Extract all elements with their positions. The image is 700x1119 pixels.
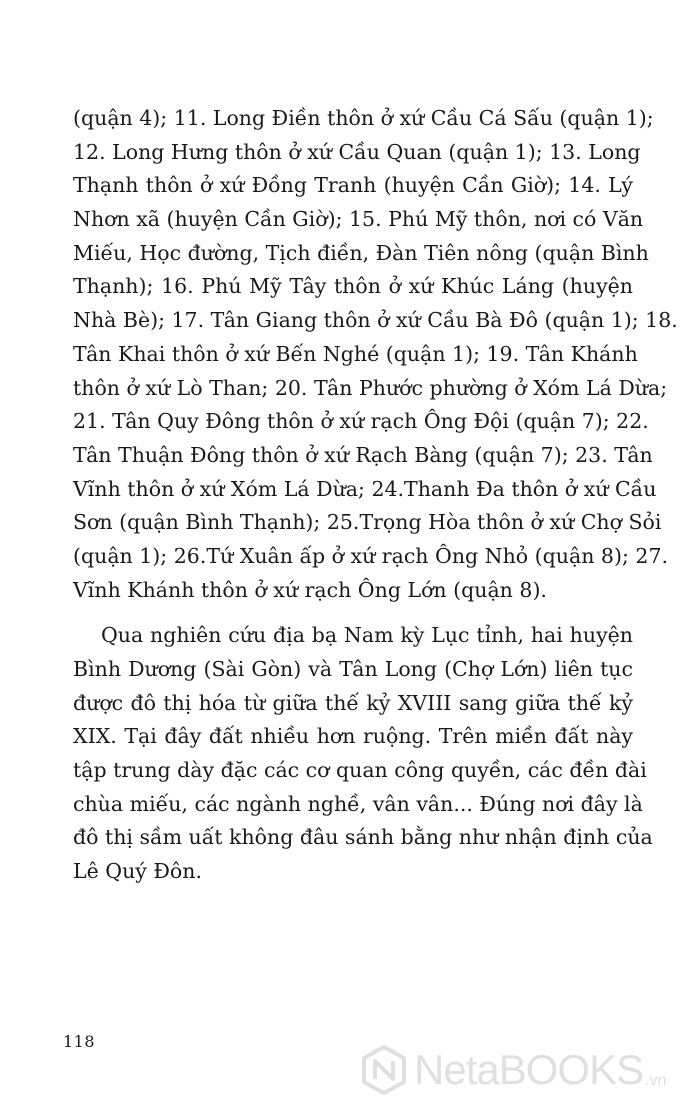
text-line: thôn ở xứ Lò Than; 20. Tân Phước phường ở Xóm Lá Dừa;	[73, 375, 668, 400]
paragraph-1	[73, 102, 678, 607]
watermark-brand: NetaBOOKS	[414, 1046, 644, 1093]
text-line: Nhơn xã (huyện Cần Giờ); 15. Phú Mỹ thôn, nơi có Văn	[73, 207, 644, 232]
text-line: tập trung dày đặc các cơ quan công quyền, các đền đài	[73, 758, 647, 783]
text-line: 21. Tân Quy Đông thôn ở xứ rạch Ông Đội (quận 7); 22.	[73, 409, 649, 434]
paragraph-spacer	[73, 607, 633, 619]
page-number: 118	[63, 1032, 96, 1051]
text-line: (quận 1); 26.Tứ Xuân ấp ở xứ rạch Ông Nhỏ (quận 8); 27.	[73, 543, 669, 568]
text-line: Bình Dương (Sài Gòn) và Tân Long (Chợ Lớn) liên tục	[73, 657, 633, 681]
text-line: đô thị sầm uất không đâu sánh bằng như nhận định của	[73, 825, 653, 850]
paragraph-2	[73, 619, 653, 889]
watermark	[362, 1040, 694, 1100]
watermark-suffix: .vn	[645, 1072, 667, 1089]
text-line: XIX. Tại đây đất nhiều hơn ruộng. Trên miền đất này	[73, 724, 633, 749]
text-line: được đô thị hóa từ giữa thế kỷ XVIII sang giữa thế kỷ	[73, 690, 633, 715]
text-line: Vĩnh thôn ở xứ Xóm Lá Dừa; 24.Thanh Đa thôn ở xứ Cầu	[73, 476, 657, 501]
text-line: (quận 4); 11. Long Điền thôn ở xứ Cầu Cá Sấu (quận 1);	[73, 106, 654, 130]
text-line: Lê Quý Đôn.	[73, 859, 202, 884]
text-line: Nhà Bè); 17. Tân Giang thôn ở xứ Cầu Bà Đô (quận 1); 18.	[73, 308, 678, 333]
text-line: chùa miếu, các ngành nghề, vân vân... Đúng nơi đây là	[73, 791, 643, 816]
text-line: Vĩnh Khánh thôn ở xứ rạch Ông Lớn (quận 8).	[73, 577, 547, 602]
text-line: Miếu, Học đường, Tịch điền, Đàn Tiên nông (quận Bình	[73, 240, 649, 265]
text-line: Tân Khai thôn ở xứ Bến Nghé (quận 1); 19. Tân Khánh	[73, 341, 638, 366]
text-line: Sơn (quận Bình Thạnh); 25.Trọng Hòa thôn ở xứ Chợ Sỏi	[73, 510, 662, 535]
text-line: Tân Thuận Đông thôn ở xứ Rạch Bàng (quận 7); 23. Tân	[73, 442, 653, 467]
text-line: Thạnh thôn ở xứ Đồng Tranh (huyện Cần Giờ); 14. Lý	[73, 173, 633, 198]
text-line: Thạnh); 16. Phú Mỹ Tây thôn ở xứ Khúc Láng (huyện	[73, 274, 633, 299]
page-body	[73, 102, 678, 889]
netabooks-logo-icon	[362, 1045, 406, 1095]
text-line: 12. Long Hưng thôn ở xứ Cầu Quan (quận 1); 13. Long	[73, 139, 641, 164]
text-line: Qua nghiên cứu địa bạ Nam kỳ Lục tỉnh, hai huyện	[101, 623, 633, 648]
